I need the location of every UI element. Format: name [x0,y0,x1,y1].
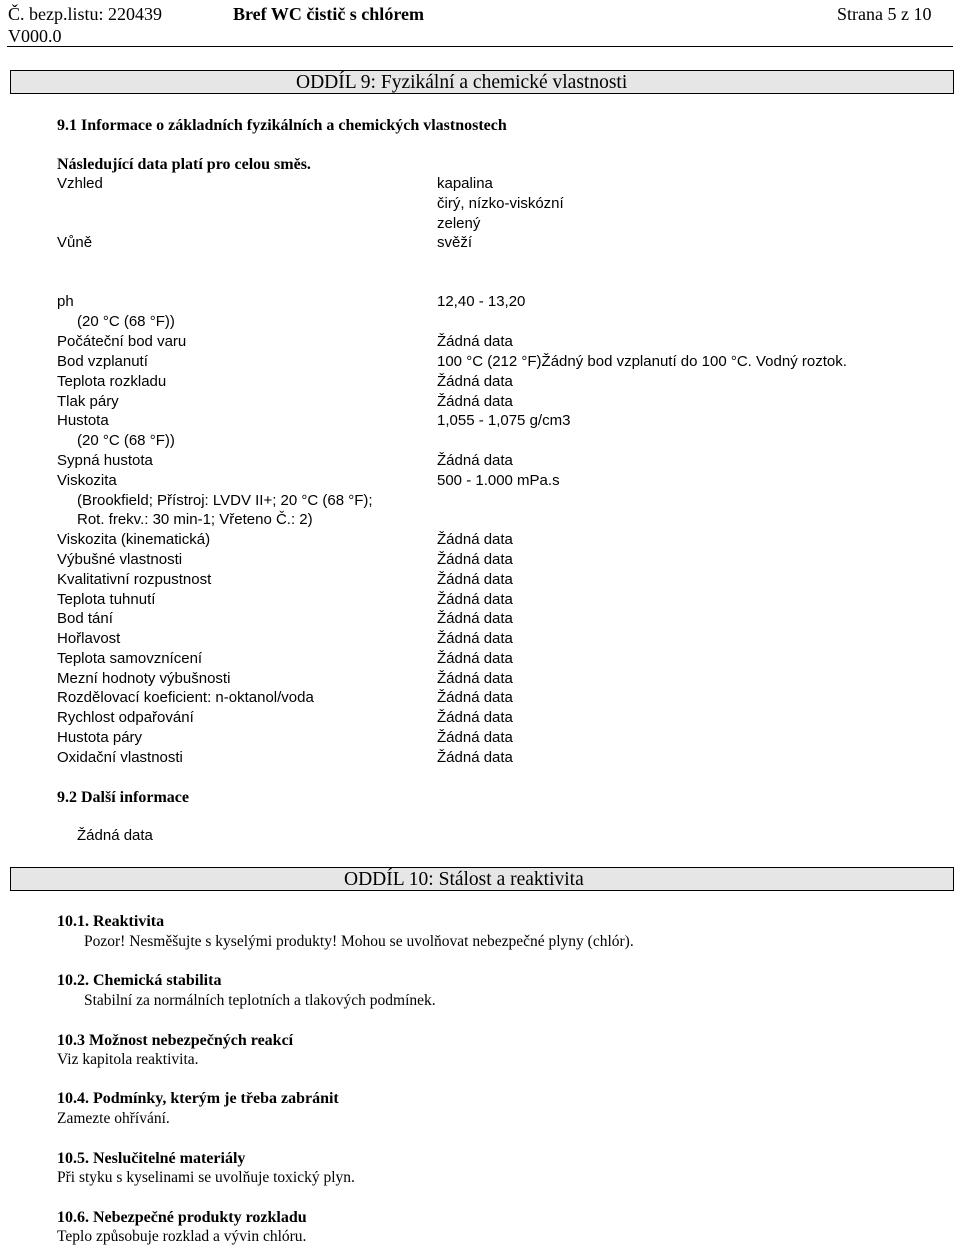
subsection-heading: 10.2. Chemická stabilita [57,972,222,989]
property-value: Žádná data [437,749,513,766]
property-label: Hořlavost [57,630,121,647]
property-label: Bod tání [57,610,113,627]
property-label: Rychlost odpařování [57,709,194,726]
property-label: Teplota tuhnutí [57,591,156,608]
property-value: Žádná data [437,670,513,687]
section-10-title: ODDÍL 10: Stálost a reaktivita [344,869,584,890]
subsection-text: Stabilní za normálních teplotních a tlakových podmínek. [84,992,436,1009]
property-value: Žádná data [437,689,513,706]
appearance-value: čirý, nízko-viskózní [437,195,564,212]
property-label: Rozdělovací koeficient: n-oktanol/voda [57,689,314,706]
property-value: 12,40 - 13,20 [437,293,526,310]
appearance-value: zelený [437,215,481,232]
property-condition: Rot. frekv.: 30 min-1; Vřeteno Č.: 2) [77,511,313,528]
property-label: Hustota páry [57,729,143,746]
property-value: Žádná data [437,630,513,647]
subsection-text: Zamezte ohřívání. [57,1110,170,1127]
subsection-9-2-text: Žádná data [77,827,153,844]
property-label: Hustota [57,412,109,429]
property-label: Teplota samovznícení [57,650,203,667]
odour-value: svěží [437,234,473,251]
property-value: Žádná data [437,591,513,608]
property-value: Žádná data [437,373,513,390]
property-label: Tlak páry [57,393,119,410]
property-value: Žádná data [437,729,513,746]
property-condition: (20 °C (68 °F)) [77,313,175,330]
version: V000.0 [8,26,62,46]
property-value: 100 °C (212 °F)Žádný bod vzplanutí do 100 °C. Vodný roztok. [437,353,847,370]
subsection-text: Teplo způsobuje rozklad a vývin chlóru. [57,1228,307,1245]
subsection-heading: 10.1. Reaktivita [57,913,165,930]
property-label: Výbušné vlastnosti [57,551,183,568]
subsection-heading: 10.5. Neslučitelné materiály [57,1150,246,1167]
mixture-note: Následující data platí pro celou směs. [57,156,311,173]
property-label: Sypná hustota [57,452,153,469]
property-condition: (Brookfield; Přístroj: LVDV II+; 20 °C (68 °F); [77,492,373,509]
property-value: 1,055 - 1,075 g/cm3 [437,412,571,429]
property-label: Počáteční bod varu [57,333,187,350]
property-label: Kvalitativní rozpustnost [57,571,212,588]
section-9-title: ODDÍL 9: Fyzikální a chemické vlastnosti [296,72,628,93]
page-number: Strana 5 z 10 [837,4,932,24]
property-label: ph [57,293,74,310]
property-label: Mezní hodnoty výbušnosti [57,670,231,687]
property-value: Žádná data [437,333,513,350]
subsection-9-2-heading: 9.2 Další informace [57,789,189,806]
property-value: Žádná data [437,551,513,568]
appearance-label: Vzhled [57,175,103,192]
property-label: Teplota rozkladu [57,373,167,390]
property-value: Žádná data [437,571,513,588]
property-value: Žádná data [437,452,513,469]
subsection-text: Viz kapitola reaktivita. [57,1051,199,1068]
property-label: Oxidační vlastnosti [57,749,183,766]
property-label: Bod vzplanutí [57,353,148,370]
property-value: Žádná data [437,610,513,627]
subsection-text: Při styku s kyselinami se uvolňuje toxický plyn. [57,1169,355,1186]
sheet-number: Č. bezp.listu: 220439 [8,4,162,24]
property-value: Žádná data [437,709,513,726]
property-label: Viskozita [57,472,117,489]
property-condition: (20 °C (68 °F)) [77,432,175,449]
property-value: 500 - 1.000 mPa.s [437,472,560,489]
property-value: Žádná data [437,393,513,410]
odour-label: Vůně [57,234,93,251]
subsection-heading: 10.3 Možnost nebezpečných reakcí [57,1032,294,1049]
product-name: Bref WC čistič s chlórem [233,4,424,24]
property-value: Žádná data [437,531,513,548]
subsection-9-1-heading: 9.1 Informace o základních fyzikálních a chemických vlastnostech [57,117,507,134]
subsection-heading: 10.4. Podmínky, kterým je třeba zabránit [57,1090,339,1107]
header-divider [7,46,953,47]
subsection-text: Pozor! Nesměšujte s kyselými produkty! Mohou se uvolňovat nebezpečné plyny (chlór). [84,933,634,950]
subsection-heading: 10.6. Nebezpečné produkty rozkladu [57,1209,307,1226]
appearance-value: kapalina [437,175,493,192]
property-label: Viskozita (kinematická) [57,531,211,548]
property-value: Žádná data [437,650,513,667]
